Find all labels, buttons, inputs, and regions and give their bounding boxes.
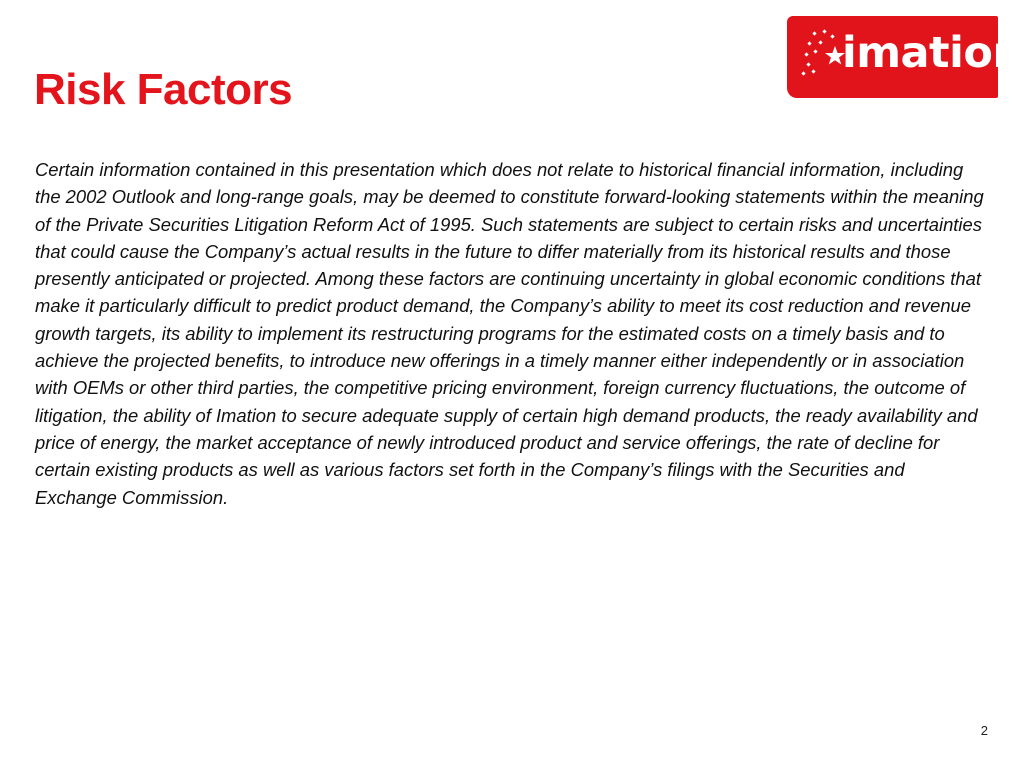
slide-title: Risk Factors <box>34 65 293 114</box>
imation-logo <box>787 16 1023 98</box>
risk-factors-body: Certain information contained in this presentation which does not relate to historical financial information, including the 2002 Outlook and long-range goals, may be deemed to constitute forward-looking statements within the meaning of the Private Securities Litigation Reform Act of 1995. Such statements are subject to certain risks and uncertainties that could cause the Company’s actual results in the future to differ materially from its historical results and those presently anticipated or projected. Among these factors are continuing uncertainty in global economic conditions that make it particularly difficult to predict product demand, the Company’s ability to meet its cost reduction and revenue growth targets, its ability to implement its restructuring programs for the estimated costs on a timely basis and to achieve the projected benefits, to introduce new offerings in a timely manner either independently or in association with OEMs or other third parties, the competitive pricing environment, foreign currency fluctuations, the outcome of litigation, the ability of Imation to secure adequate supply of certain high demand products, the ready availability and price of energy, the market acceptance of newly introduced product and service offerings, the rate of decline for certain existing products as well as various factors set forth in the Company’s filings with the Securities and Exchange Commission. <box>35 159 984 508</box>
sparkle-star-icon <box>799 26 847 88</box>
logo-wordmark: imation <box>842 28 1023 78</box>
page-number: 2 <box>980 723 988 738</box>
